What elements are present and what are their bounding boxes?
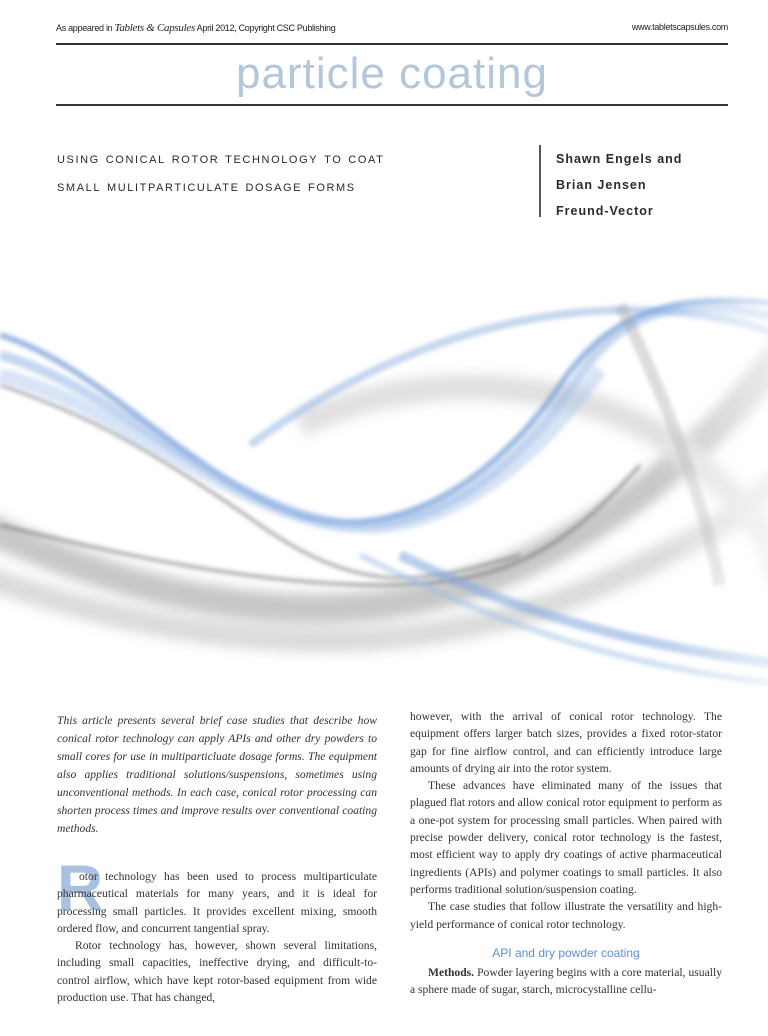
website-url: www.tabletscapsules.com [631, 22, 728, 32]
methods-lead-in: Methods. [428, 966, 475, 980]
article-abstract [57, 712, 377, 838]
publication-credit-line [56, 20, 728, 34]
section-subheading: API and dry powder coating [492, 945, 640, 960]
paragraph-intro: otor technology has been used to process multiparticulate pharmaceutical materials for many years, and it is ideal for processing small particles. It provides excellent mixing, smooth ordered flow, and concurrent tangential spray. [57, 870, 377, 935]
article-title-line-1: using conical rotor technology to coat [57, 150, 385, 167]
abstract-wave-illustration [0, 225, 768, 695]
paragraph-limitations-continued: however, with the arrival of conical rotor technology. The equipment offers larger batch sizes, provides a fixed rotor-stator gap for fine airflow control, and can efficiently introduce large amounts of drying air into the rotor system. [410, 710, 722, 775]
methods-text: Powder layering begins with a core material, usually a sphere made of sugar, starch, microcystalline cellu- [410, 966, 722, 997]
byline [556, 146, 756, 224]
author-line-2: Brian Jensen [556, 178, 647, 192]
title-divider [539, 145, 541, 217]
author-affiliation: Freund-Vector [556, 204, 654, 218]
header-top-rule [56, 43, 728, 45]
paragraph-advances: These advances have eliminated many of the issues that plagued flat rotors and allow conical rotor equipment to perform as a one-pot system for processing small particles. When paired with precise powder delivery, conical rotor technology is the fastest, most efficient way to apply dry coatings of active pharmaceutical ingredients (APIs) and polymer coatings to small particles. It also performs traditional solution/suspension coating. [410, 779, 722, 896]
appeared-in-text [56, 22, 335, 34]
drop-cap: R [57, 852, 104, 924]
body-column-right [410, 708, 722, 999]
article-title-line-2: small mulitparticulate dosage forms [57, 178, 356, 195]
publication-name: Tablets & Capsules [114, 22, 195, 34]
abstract-text: This article presents several brief case studies that describe how conical rotor technology can apply APIs and other dry powders to small cores for use in multiparticluate dosage forms. The equipment also applies traditional solutions/suspensions, sometimes using unconventional methods. In each case, conical rotor processing can shorten process times and improve results over conventional coating methods. [57, 714, 377, 835]
paragraph-methods [410, 964, 722, 999]
section-title: particle coating [236, 49, 548, 98]
paragraph-limitations: Rotor technology has, however, shown several limitations, including small capacities, ineffective drying, and difficult-to-control airflow, which have kept rotor-based equipment from wide production use. That has changed, [57, 939, 377, 1005]
copyright-text: April 2012, Copyright CSC Publishing [196, 23, 336, 33]
author-line-1: Shawn Engels and [556, 152, 683, 166]
paragraph-case-studies: The case studies that follow illustrate the versatility and high-yield performance of conical rotor technology. [410, 900, 722, 931]
article-title [57, 145, 527, 201]
body-column-left [57, 868, 377, 1006]
appeared-prefix: As appeared in [56, 23, 113, 33]
header-bottom-rule [56, 104, 728, 106]
